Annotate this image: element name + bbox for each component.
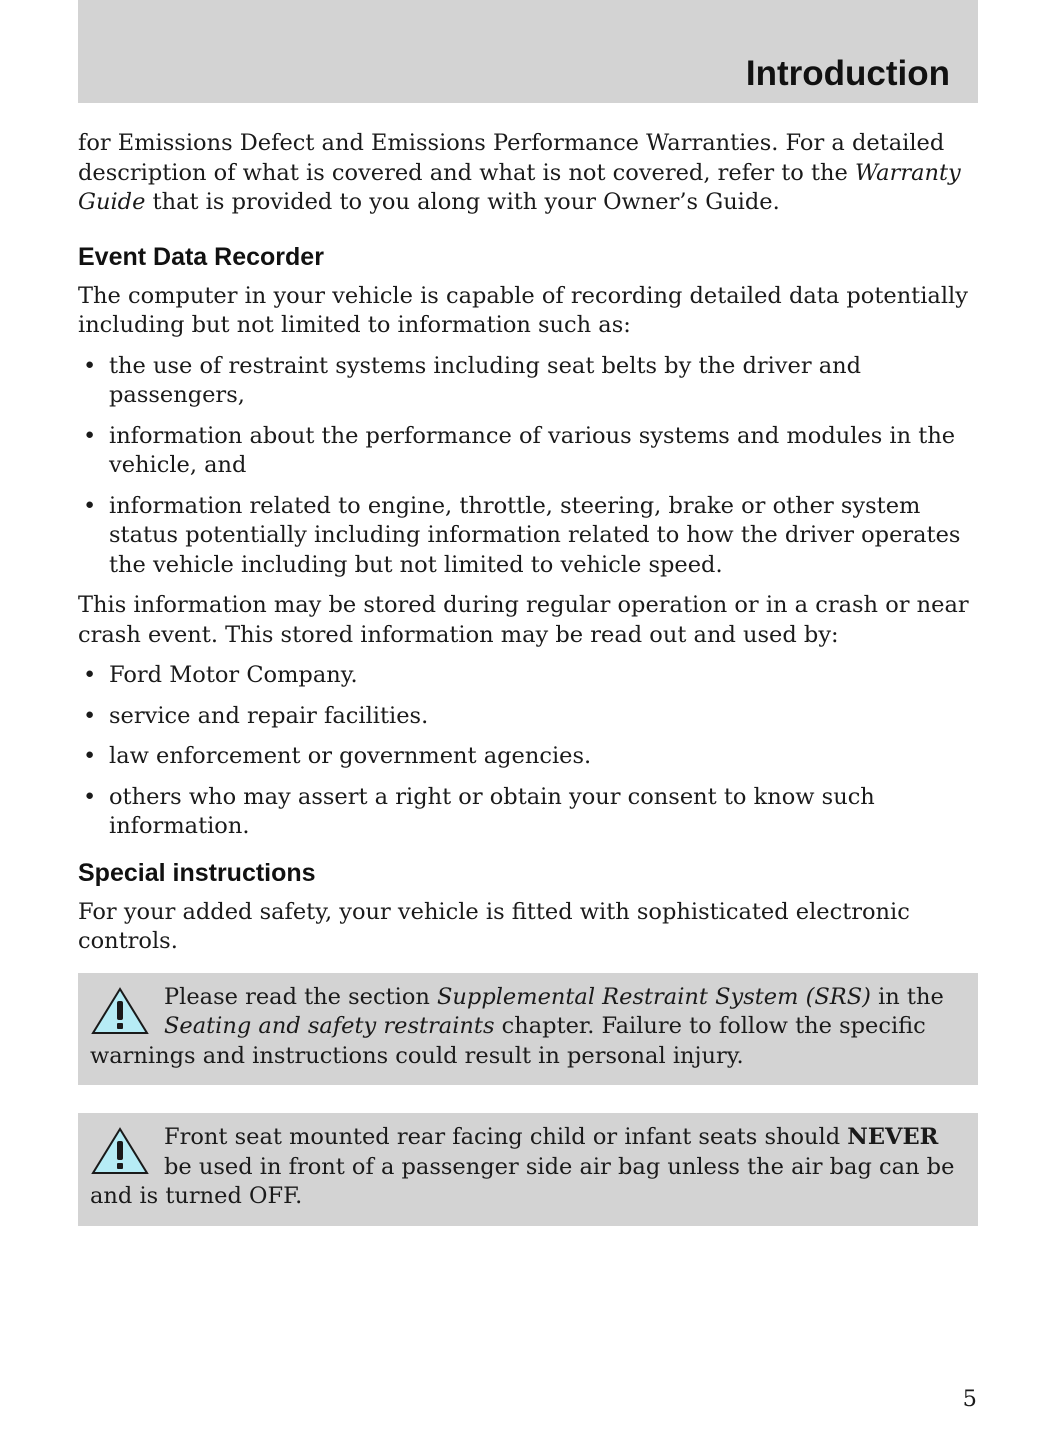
bullet-icon: •: [83, 422, 97, 449]
bullet-icon: •: [83, 662, 97, 688]
list-item-text: service and repair facilities.: [109, 702, 429, 729]
page-number: 5: [962, 1386, 977, 1412]
bullet-icon: •: [83, 743, 97, 769]
child-seat-warning-part2: be used in front of a passenger side air bag unless the air bag can be and is turned OFF.: [90, 1153, 955, 1209]
page-content: [78, 129, 978, 1226]
srs-section-name: Supplemental Restraint System (SRS): [437, 983, 871, 1010]
data-users-list: [78, 661, 978, 842]
srs-warning-text-part1: Please read the section: [164, 983, 438, 1010]
storage-paragraph: This information may be stored during regular operation or in a crash or near crash event. This stored information may be read out and used by:: [78, 592, 969, 648]
warranty-guide-title: Warranty Guide: [78, 159, 961, 215]
list-item-text: others who may assert a right or obtain your consent to know such information.: [109, 783, 875, 839]
list-item-text: Ford Motor Company.: [109, 662, 358, 688]
intro-paragraph: [78, 129, 978, 218]
list-item-text: law enforcement or government agencies.: [109, 743, 592, 769]
list-item: [78, 702, 978, 732]
bullet-icon: •: [83, 352, 97, 379]
child-seat-warning-part1: Front seat mounted rear facing child or infant seats should: [164, 1124, 848, 1150]
special-instructions-lead: For your added safety, your vehicle is fitted with sophisticated electronic controls.: [78, 898, 910, 954]
list-item-text: information about the performance of various systems and modules in the vehicle, and: [109, 422, 956, 478]
event-data-recorder-heading: Event Data Recorder: [78, 242, 324, 271]
page-title: Introduction: [745, 54, 950, 93]
srs-warning-text-part2: in the: [870, 983, 944, 1010]
event-data-recorder-lead: The computer in your vehicle is capable of recording detailed data potentially including but not limited to information such as:: [78, 282, 968, 338]
list-item-text: information related to engine, throttle, steering, brake or other system status potentially including information related to how the driver operates the vehicle including but not limited to vehicle speed.: [109, 492, 961, 578]
list-item: [78, 422, 978, 481]
list-item: [78, 492, 978, 581]
bullet-icon: •: [83, 783, 97, 810]
page-header-bar: [78, 0, 978, 103]
never-emphasis: NEVER: [847, 1124, 939, 1150]
warning-triangle-graphic: [90, 1126, 150, 1176]
intro-text-before: for Emissions Defect and Emissions Performance Warranties. For a detailed description of what is covered and what is not covered, refer to the: [78, 130, 945, 186]
srs-warning-text-part3: chapter. Failure to follow the specific warnings and instructions could result in personal injury.: [90, 1013, 926, 1069]
srs-warning-text: [90, 983, 966, 1072]
intro-text-after: that is provided to you along with your Owner’s Guide.: [145, 189, 780, 215]
list-item: [78, 742, 978, 772]
special-instructions-heading: Special instructions: [78, 858, 316, 887]
seating-chapter-name: Seating and safety restraints: [164, 1013, 495, 1039]
child-seat-warning-text: [90, 1123, 966, 1212]
srs-warning-box: [78, 973, 978, 1086]
bullet-icon: •: [83, 702, 97, 729]
child-seat-warning-box: [78, 1113, 978, 1226]
warning-triangle-icon: [90, 1126, 150, 1176]
list-item: [78, 352, 978, 411]
list-item: [78, 783, 978, 842]
bullet-icon: •: [83, 492, 97, 519]
list-item-text: the use of restraint systems including seat belts by the driver and passengers,: [109, 352, 862, 408]
warning-triangle-icon: [90, 986, 150, 1036]
list-item: [78, 661, 978, 691]
recorded-info-list: [78, 352, 978, 581]
warning-triangle-graphic: [90, 986, 150, 1036]
